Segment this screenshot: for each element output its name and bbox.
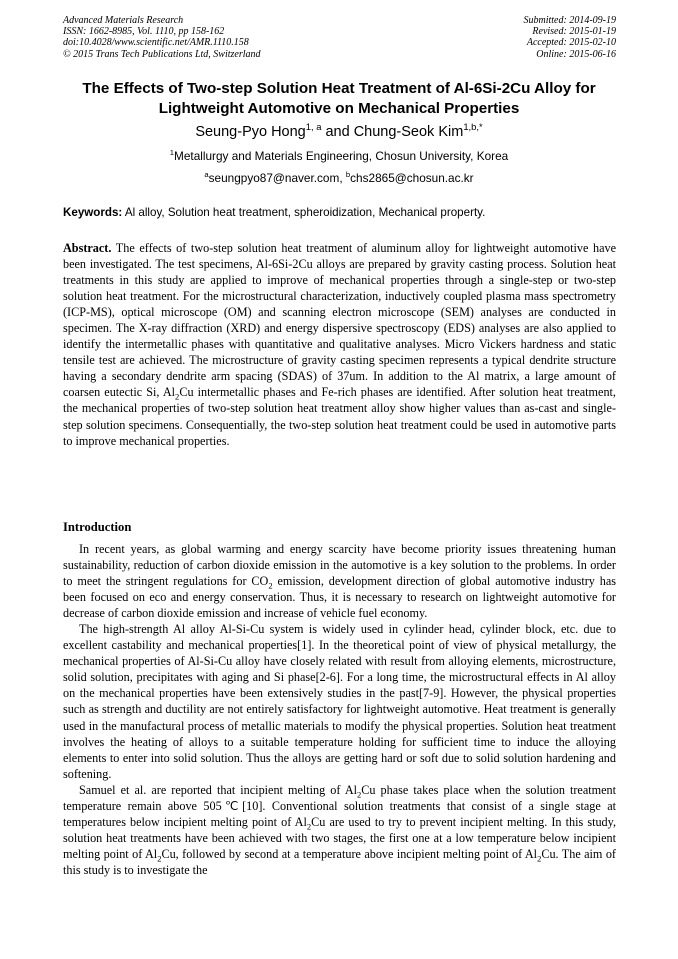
author-list	[40, 123, 638, 141]
abstract-subscript: 2	[175, 391, 180, 402]
publication-dates	[524, 15, 617, 60]
email-b-mark: b	[345, 170, 351, 180]
email-a-link[interactable]: seungpyo87@naver.com	[208, 171, 340, 185]
keywords-label: Keywords:	[63, 206, 123, 219]
abstract	[63, 240, 616, 449]
paper-title	[40, 79, 638, 118]
keywords	[63, 205, 616, 220]
intro-p1-subscript: 2	[268, 580, 273, 591]
title-line-1: The Effects of Two-step Solution Heat Treatment of Al-6Si-2Cu Alloy for	[82, 80, 596, 97]
email-b-link[interactable]: chs2865@chosun.ac.kr	[350, 171, 474, 185]
abstract-text-1: The effects of two-step solution heat treatment of aluminum alloy for lightweight automotive have been investigated. The test specimens, Al-6Si-2Cu alloys are prepared by gravity casting process. Solution heat treatments in this study are applied to improve of mechanical properties through a single-step or two-step solution heat treatment. For the microstructural characterization, inductively coupled plasma mass spectrometry (ICP-MS), optical microscope (OM) and scanning electron microscope (SEM) analyses are conducted in specimen. The X-ray diffraction (XRD) and energy dispersive spectroscopy (EDS) analyses are also applied to identify the intermetallic phases with quantitative and qualitative analyses. Micro Vickers hardness and static tensile test are achieved. The microstructure of gravity casting specimen represents a typical dendrite structure having a secondary dendrite arm spacing (SDAS) of 37um. In addition to the Al matrix, a large amount of coarsen eutectic Si, Al	[63, 241, 616, 400]
title-line-2: Lightweight Automotive on Mechanical Properties	[158, 99, 520, 117]
issn-line: ISSN: 1662-8985, Vol. 1110, pp 158-162	[63, 26, 225, 38]
affiliation-mark: 1	[169, 148, 175, 158]
online-date: Online: 2015-06-16	[536, 48, 616, 60]
revised-date: Revised: 2015-01-19	[532, 26, 616, 38]
intro-p3-text-b: Cu phase takes place when the solution treatment temperature remain above 505℃[10]. Conventional solution treatments that consist of a single stage at temperatures below incipient melting point of Al	[63, 782, 616, 829]
intro-p1-text-b: emission, development direction of global automotive industry has been focused on eco and energy conservation. Thus, it is necessary to research on lightweight automotive for decrease of carbon dioxide emission and increase of vehicle fuel economy.	[63, 574, 617, 621]
accepted-date: Accepted: 2015-02-10	[526, 37, 616, 49]
journal-name: Advanced Materials Research	[63, 15, 184, 26]
introduction-body	[63, 541, 616, 878]
intro-paragraph-3	[63, 782, 616, 878]
doi-line[interactable]: doi:10.4028/www.scientific.net/AMR.1110.158	[63, 37, 249, 49]
intro-p3-text-a: Samuel et al. are reported that incipient melting of Al	[79, 782, 358, 797]
intro-p3-subscript-1: 2	[357, 789, 362, 800]
author-emails	[40, 171, 638, 186]
intro-p3-text-c: Cu are used to try to prevent incipient melting. In this study, solution heat treatments have been achieved with two stages, the first one at a low temperature below incipient melting point of Al	[63, 814, 616, 861]
author-conjunction: and	[321, 124, 354, 140]
author-1: Seung-Pyo Hong	[195, 124, 306, 140]
email-separator: ,	[339, 171, 346, 185]
intro-p3-subscript-2: 2	[306, 821, 312, 832]
intro-p3-subscript-3: 2	[157, 853, 162, 864]
email-a-mark: a	[204, 170, 209, 180]
intro-p3-text-d: Cu, followed by second at a temperature above incipient melting point of Al	[161, 846, 538, 861]
intro-paragraph-1	[63, 541, 616, 621]
affiliation	[40, 149, 638, 164]
affiliation-text: Metallurgy and Materials Engineering, Chosun University, Korea	[174, 149, 509, 163]
abstract-text-2: Cu intermetallic phases and Fe-rich phases are identified. After solution heat treatment, the mechanical properties of two-step solution heat treatment alloy show higher values than as-cast and single-step solution specimens. Consequentially, the two-step solution heat treatment could be used in automotive parts to improve mechanical properties.	[63, 385, 616, 448]
introduction-heading: Introduction	[63, 520, 132, 534]
intro-p3-text-e: Cu. The aim of this study is to investigate the	[63, 846, 616, 877]
author-2-affiliation-mark: 1,b,*	[463, 121, 483, 133]
journal-info	[63, 15, 261, 60]
submitted-date: Submitted: 2014-09-19	[523, 15, 616, 26]
copyright-line: © 2015 Trans Tech Publications Ltd, Switzerland	[63, 48, 261, 60]
intro-p3-subscript-4: 2	[537, 853, 542, 864]
abstract-label: Abstract.	[63, 241, 112, 255]
intro-paragraph-2: The high-strength Al alloy Al-Si-Cu system is widely used in cylinder head, cylinder block, etc. due to excellent castability and mechanical properties[1]. In the theoretical point of view of physical metallurgy, the mechanical properties of Al-Si-Cu alloy have closely related with result from alloying elements, microstructure, solid solution, precipitates with aging and Si phase[2-6]. For a long time, the microstructural effects in Al alloy on the mechanical properties have been extensively studies in the past[7-9]. However, the physical properties such as strength and ductility are not entirely satisfactory for lightweight automotive. Heat treatment is generally used in the manufactural process of metallic materials to modify the physical properties. Solution heat treatment involves the heating of alloys to a suitable temperature holding for sufficient time to induce the alloying elements to enter into solid solution. Thus the alloys are getting hard or soft due to solid solution hardening and softening.	[63, 622, 616, 781]
intro-p1-text-a: In recent years, as global warming and energy scarcity have become priority issues threatening human sustainability, reduction of carbon dioxide emission in the automotive is a key solution to the problems. In order to meet the stringent regulations for CO	[63, 542, 616, 589]
author-1-affiliation-mark: 1, a	[305, 121, 322, 133]
author-2: Chung-Seok Kim	[353, 124, 464, 140]
keywords-text: Al alloy, Solution heat treatment, spheroidization, Mechanical property.	[122, 206, 486, 219]
